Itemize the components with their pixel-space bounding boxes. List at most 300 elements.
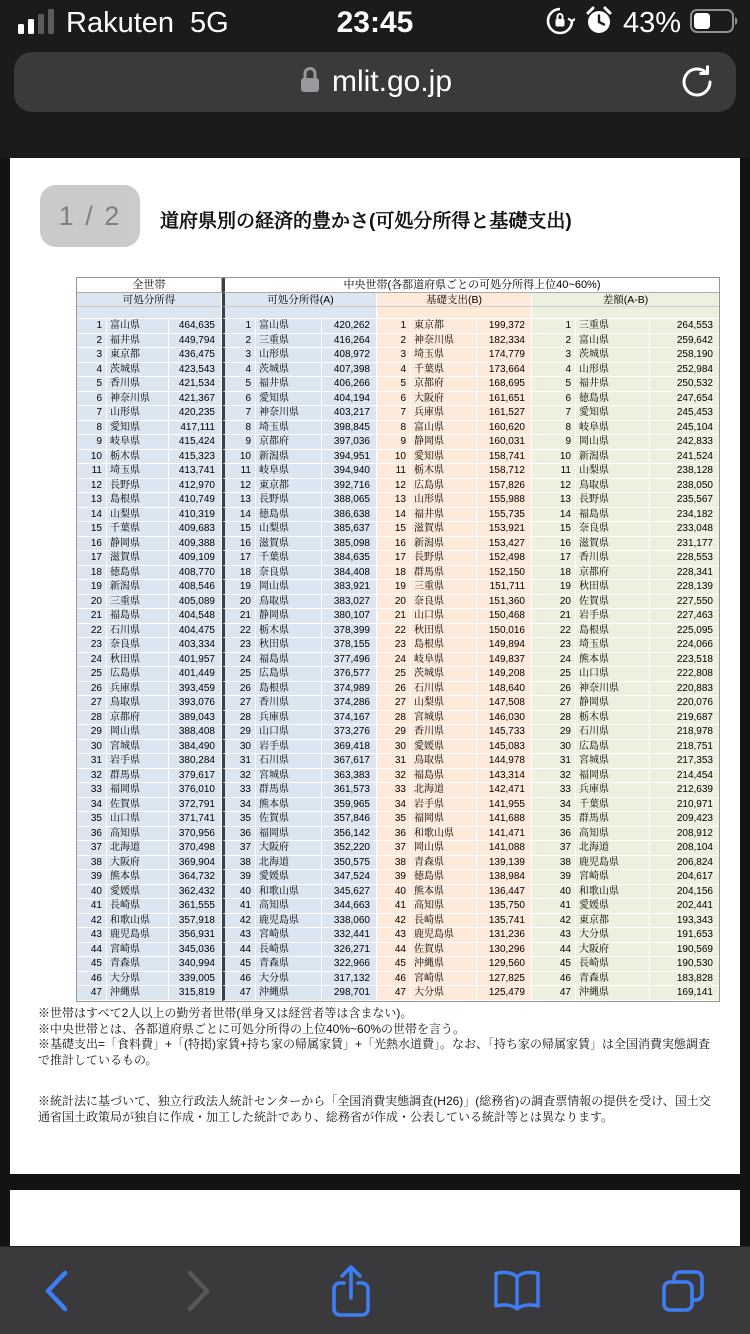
value-cell: 370,956 bbox=[169, 827, 222, 842]
table-row bbox=[77, 943, 719, 958]
prefecture-cell: 奈良県 bbox=[576, 522, 650, 537]
prefecture-cell: 沖縄県 bbox=[411, 957, 477, 972]
rank-cell: 1 bbox=[377, 319, 411, 334]
rank-cell: 23 bbox=[77, 638, 107, 653]
value-cell: 145,083 bbox=[477, 740, 532, 755]
table-row bbox=[77, 508, 719, 523]
rank-cell: 12 bbox=[532, 479, 576, 494]
value-cell: 322,966 bbox=[322, 957, 377, 972]
prefecture-cell: 宮崎県 bbox=[576, 870, 650, 885]
value-cell: 252,984 bbox=[650, 363, 719, 378]
rank-cell: 30 bbox=[377, 740, 411, 755]
rank-cell: 9 bbox=[377, 435, 411, 450]
prefecture-cell: 青森県 bbox=[107, 957, 169, 972]
value-cell: 222,808 bbox=[650, 667, 719, 682]
prefecture-cell: 埼玉県 bbox=[576, 638, 650, 653]
rank-cell: 30 bbox=[532, 740, 576, 755]
rank-cell: 20 bbox=[222, 595, 256, 610]
rank-cell: 4 bbox=[532, 363, 576, 378]
value-cell: 264,553 bbox=[650, 319, 719, 334]
prefecture-cell: 富山県 bbox=[107, 319, 169, 334]
prefecture-cell: 岐阜県 bbox=[576, 421, 650, 436]
value-cell: 374,167 bbox=[322, 711, 377, 726]
prefecture-cell: 大阪府 bbox=[107, 856, 169, 871]
prefecture-cell: 岡山県 bbox=[576, 435, 650, 450]
prefecture-cell: 静岡県 bbox=[576, 696, 650, 711]
prefecture-cell: 熊本県 bbox=[256, 798, 322, 813]
prefecture-cell: 長野県 bbox=[256, 493, 322, 508]
value-cell: 317,132 bbox=[322, 972, 377, 987]
prefecture-cell: 宮城県 bbox=[576, 754, 650, 769]
rank-cell: 29 bbox=[222, 725, 256, 740]
rank-cell: 30 bbox=[222, 740, 256, 755]
value-cell: 218,978 bbox=[650, 725, 719, 740]
rank-cell: 21 bbox=[532, 609, 576, 624]
rank-cell: 5 bbox=[77, 377, 107, 392]
rank-cell: 16 bbox=[77, 537, 107, 552]
prefecture-cell: 千葉県 bbox=[411, 363, 477, 378]
prefecture-cell: 滋賀県 bbox=[256, 537, 322, 552]
rank-cell: 8 bbox=[377, 421, 411, 436]
value-cell: 158,741 bbox=[477, 450, 532, 465]
value-cell: 423,543 bbox=[169, 363, 222, 378]
rank-cell: 16 bbox=[222, 537, 256, 552]
value-cell: 219,687 bbox=[650, 711, 719, 726]
value-cell: 397,036 bbox=[322, 435, 377, 450]
rank-cell: 32 bbox=[77, 769, 107, 784]
rank-cell: 27 bbox=[222, 696, 256, 711]
rank-cell: 24 bbox=[532, 653, 576, 668]
value-cell: 148,640 bbox=[477, 682, 532, 697]
rank-cell: 6 bbox=[532, 392, 576, 407]
prefecture-cell: 滋賀県 bbox=[411, 522, 477, 537]
table-row bbox=[77, 566, 719, 581]
prefecture-cell: 茨城県 bbox=[411, 667, 477, 682]
battery-icon bbox=[690, 9, 740, 38]
value-cell: 367,617 bbox=[322, 754, 377, 769]
value-cell: 141,688 bbox=[477, 812, 532, 827]
rank-cell: 28 bbox=[77, 711, 107, 726]
rank-cell: 26 bbox=[532, 682, 576, 697]
rank-cell: 38 bbox=[377, 856, 411, 871]
table-group-header-row bbox=[77, 278, 719, 293]
prefecture-cell: 京都府 bbox=[256, 435, 322, 450]
prefecture-cell: 山梨県 bbox=[107, 508, 169, 523]
table-row bbox=[77, 363, 719, 378]
rank-cell: 45 bbox=[222, 957, 256, 972]
value-cell: 191,653 bbox=[650, 928, 719, 943]
rank-cell: 3 bbox=[222, 348, 256, 363]
spacer-row bbox=[77, 307, 719, 319]
value-cell: 217,353 bbox=[650, 754, 719, 769]
prefecture-cell: 佐賀県 bbox=[411, 943, 477, 958]
rank-cell: 23 bbox=[532, 638, 576, 653]
prefecture-cell: 長野県 bbox=[107, 479, 169, 494]
prefecture-cell: 佐賀県 bbox=[576, 595, 650, 610]
rank-cell: 4 bbox=[377, 363, 411, 378]
prefecture-cell: 福井県 bbox=[256, 377, 322, 392]
prefecture-cell: 奈良県 bbox=[107, 638, 169, 653]
value-cell: 376,010 bbox=[169, 783, 222, 798]
prefecture-cell: 広島県 bbox=[576, 740, 650, 755]
prefecture-cell: 香川県 bbox=[256, 696, 322, 711]
prefecture-cell: 愛媛県 bbox=[411, 740, 477, 755]
value-cell: 413,741 bbox=[169, 464, 222, 479]
prefecture-cell: 京都府 bbox=[411, 377, 477, 392]
value-cell: 359,965 bbox=[322, 798, 377, 813]
value-cell: 150,016 bbox=[477, 624, 532, 639]
prefecture-cell: 群馬県 bbox=[411, 566, 477, 581]
value-cell: 233,048 bbox=[650, 522, 719, 537]
rank-cell: 40 bbox=[377, 885, 411, 900]
table-row bbox=[77, 957, 719, 972]
value-cell: 173,664 bbox=[477, 363, 532, 378]
forward-button[interactable] bbox=[185, 1268, 213, 1314]
value-cell: 415,323 bbox=[169, 450, 222, 465]
rank-cell: 6 bbox=[222, 392, 256, 407]
value-cell: 204,617 bbox=[650, 870, 719, 885]
rank-cell: 17 bbox=[377, 551, 411, 566]
value-cell: 214,454 bbox=[650, 769, 719, 784]
rank-cell: 45 bbox=[77, 957, 107, 972]
prefecture-cell: 東京都 bbox=[107, 348, 169, 363]
value-cell: 129,560 bbox=[477, 957, 532, 972]
prefecture-cell: 兵庫県 bbox=[256, 711, 322, 726]
rank-cell: 40 bbox=[532, 885, 576, 900]
address-bar[interactable] bbox=[14, 52, 736, 112]
prefecture-cell: 茨城県 bbox=[256, 363, 322, 378]
rank-cell: 28 bbox=[377, 711, 411, 726]
prefecture-cell: 福岡県 bbox=[576, 769, 650, 784]
prefecture-cell: 広島県 bbox=[411, 479, 477, 494]
table-row bbox=[77, 740, 719, 755]
rank-cell: 36 bbox=[77, 827, 107, 842]
rank-cell: 36 bbox=[377, 827, 411, 842]
pdf-page-2 bbox=[10, 1190, 740, 1246]
value-cell: 345,627 bbox=[322, 885, 377, 900]
value-cell: 361,573 bbox=[322, 783, 377, 798]
prefecture-cell: 愛知県 bbox=[576, 406, 650, 421]
prefecture-cell: 沖縄県 bbox=[576, 986, 650, 1001]
rank-cell: 1 bbox=[532, 319, 576, 334]
rank-cell: 5 bbox=[377, 377, 411, 392]
table-row bbox=[77, 798, 719, 813]
value-cell: 190,569 bbox=[650, 943, 719, 958]
value-cell: 250,532 bbox=[650, 377, 719, 392]
value-cell: 383,921 bbox=[322, 580, 377, 595]
value-cell: 212,639 bbox=[650, 783, 719, 798]
rank-cell: 44 bbox=[222, 943, 256, 958]
group-header: 中央世帯(各都道府県ごとの可処分所得上位40~60%) bbox=[222, 278, 719, 293]
value-cell: 150,468 bbox=[477, 609, 532, 624]
rank-cell: 13 bbox=[77, 493, 107, 508]
value-cell: 141,088 bbox=[477, 841, 532, 856]
rank-cell: 42 bbox=[222, 914, 256, 929]
value-cell: 436,475 bbox=[169, 348, 222, 363]
clock: 23:45 bbox=[336, 6, 414, 39]
prefecture-cell: 茨城県 bbox=[576, 348, 650, 363]
value-cell: 158,712 bbox=[477, 464, 532, 479]
table-row bbox=[77, 479, 719, 494]
tabs-icon bbox=[658, 1266, 708, 1316]
rank-cell: 37 bbox=[377, 841, 411, 856]
rank-cell: 5 bbox=[222, 377, 256, 392]
rank-cell: 2 bbox=[532, 334, 576, 349]
prefecture-cell: 福岡県 bbox=[411, 812, 477, 827]
prefecture-cell: 富山県 bbox=[411, 421, 477, 436]
prefecture-cell: 群馬県 bbox=[256, 783, 322, 798]
table-row bbox=[77, 696, 719, 711]
rank-cell: 36 bbox=[222, 827, 256, 842]
table-column-header-row bbox=[77, 293, 719, 307]
prefecture-cell: 徳島県 bbox=[107, 566, 169, 581]
rank-cell: 37 bbox=[77, 841, 107, 856]
prefecture-cell: 愛媛県 bbox=[107, 885, 169, 900]
padlock-icon bbox=[298, 64, 322, 101]
value-cell: 420,235 bbox=[169, 406, 222, 421]
rank-cell: 38 bbox=[532, 856, 576, 871]
table-row bbox=[77, 551, 719, 566]
value-cell: 384,408 bbox=[322, 566, 377, 581]
rank-cell: 16 bbox=[532, 537, 576, 552]
value-cell: 357,846 bbox=[322, 812, 377, 827]
value-cell: 356,142 bbox=[322, 827, 377, 842]
table-row bbox=[77, 725, 719, 740]
value-cell: 138,984 bbox=[477, 870, 532, 885]
table-row bbox=[77, 392, 719, 407]
prefecture-cell: 岩手県 bbox=[256, 740, 322, 755]
rank-cell: 9 bbox=[532, 435, 576, 450]
prefecture-cell: 岡山県 bbox=[107, 725, 169, 740]
tabs-button[interactable] bbox=[658, 1266, 708, 1316]
rank-cell: 27 bbox=[532, 696, 576, 711]
value-cell: 332,441 bbox=[322, 928, 377, 943]
prefecture-cell: 長崎県 bbox=[256, 943, 322, 958]
value-cell: 155,988 bbox=[477, 493, 532, 508]
rank-cell: 18 bbox=[377, 566, 411, 581]
value-cell: 228,341 bbox=[650, 566, 719, 581]
rank-cell: 4 bbox=[77, 363, 107, 378]
prefecture-cell: 東京都 bbox=[256, 479, 322, 494]
rank-cell: 12 bbox=[222, 479, 256, 494]
prefecture-cell: 秋田県 bbox=[107, 653, 169, 668]
rank-cell: 20 bbox=[377, 595, 411, 610]
prefecture-cell: 福島県 bbox=[576, 508, 650, 523]
prefecture-cell: 福島県 bbox=[107, 609, 169, 624]
value-cell: 388,065 bbox=[322, 493, 377, 508]
prefecture-cell: 新潟県 bbox=[107, 580, 169, 595]
table-row bbox=[77, 493, 719, 508]
page-number-badge: 1 / 2 bbox=[40, 185, 140, 247]
prefecture-cell: 群馬県 bbox=[107, 769, 169, 784]
rank-cell: 8 bbox=[532, 421, 576, 436]
value-cell: 388,408 bbox=[169, 725, 222, 740]
value-cell: 409,388 bbox=[169, 537, 222, 552]
column-header: 基礎支出(B) bbox=[377, 293, 532, 307]
rank-cell: 43 bbox=[377, 928, 411, 943]
prefecture-cell: 徳島県 bbox=[256, 508, 322, 523]
group-header: 全世帯 bbox=[77, 278, 222, 293]
prefecture-cell: 島根県 bbox=[256, 682, 322, 697]
rank-cell: 9 bbox=[77, 435, 107, 450]
value-cell: 139,139 bbox=[477, 856, 532, 871]
prefecture-cell: 大分県 bbox=[576, 928, 650, 943]
value-cell: 344,663 bbox=[322, 899, 377, 914]
prefecture-cell: 岐阜県 bbox=[256, 464, 322, 479]
rank-cell: 46 bbox=[377, 972, 411, 987]
value-cell: 398,845 bbox=[322, 421, 377, 436]
rank-cell: 38 bbox=[77, 856, 107, 871]
browser-toolbar bbox=[0, 1246, 750, 1334]
value-cell: 157,826 bbox=[477, 479, 532, 494]
prefecture-cell: 和歌山県 bbox=[256, 885, 322, 900]
rank-cell: 7 bbox=[532, 406, 576, 421]
prefecture-cell: 東京都 bbox=[411, 319, 477, 334]
rank-cell: 28 bbox=[532, 711, 576, 726]
prefecture-cell: 熊本県 bbox=[107, 870, 169, 885]
prefecture-cell: 岩手県 bbox=[576, 609, 650, 624]
value-cell: 372,791 bbox=[169, 798, 222, 813]
rank-cell: 15 bbox=[222, 522, 256, 537]
rank-cell: 36 bbox=[532, 827, 576, 842]
rank-cell: 46 bbox=[222, 972, 256, 987]
prefecture-cell: 茨城県 bbox=[107, 363, 169, 378]
prefecture-cell: 三重県 bbox=[411, 580, 477, 595]
value-cell: 394,951 bbox=[322, 450, 377, 465]
prefecture-cell: 奈良県 bbox=[256, 566, 322, 581]
value-cell: 352,220 bbox=[322, 841, 377, 856]
value-cell: 168,695 bbox=[477, 377, 532, 392]
column-header: 差額(A-B) bbox=[532, 293, 719, 307]
rank-cell: 21 bbox=[377, 609, 411, 624]
rank-cell: 11 bbox=[77, 464, 107, 479]
value-cell: 210,971 bbox=[650, 798, 719, 813]
bookmarks-button[interactable] bbox=[490, 1268, 544, 1314]
rank-cell: 22 bbox=[377, 624, 411, 639]
table-row bbox=[77, 899, 719, 914]
rank-cell: 11 bbox=[377, 464, 411, 479]
value-cell: 145,733 bbox=[477, 725, 532, 740]
value-cell: 369,418 bbox=[322, 740, 377, 755]
value-cell: 218,751 bbox=[650, 740, 719, 755]
value-cell: 182,334 bbox=[477, 334, 532, 349]
spacer-cell bbox=[377, 307, 532, 319]
rank-cell: 28 bbox=[222, 711, 256, 726]
value-cell: 401,957 bbox=[169, 653, 222, 668]
spacer-cell bbox=[222, 307, 377, 319]
rank-cell: 12 bbox=[77, 479, 107, 494]
value-cell: 130,296 bbox=[477, 943, 532, 958]
rank-cell: 33 bbox=[77, 783, 107, 798]
rank-cell: 41 bbox=[222, 899, 256, 914]
rank-cell: 47 bbox=[532, 986, 576, 1001]
prefecture-cell: 鹿児島県 bbox=[411, 928, 477, 943]
pdf-page-1 bbox=[10, 158, 740, 1174]
value-cell: 298,701 bbox=[322, 986, 377, 1001]
prefecture-cell: 愛知県 bbox=[411, 450, 477, 465]
orientation-lock-icon bbox=[545, 6, 575, 41]
table-row bbox=[77, 653, 719, 668]
prefecture-cell: 兵庫県 bbox=[411, 406, 477, 421]
rank-cell: 3 bbox=[77, 348, 107, 363]
rank-cell: 38 bbox=[222, 856, 256, 871]
value-cell: 160,620 bbox=[477, 421, 532, 436]
prefecture-cell: 長崎県 bbox=[107, 899, 169, 914]
rank-cell: 47 bbox=[222, 986, 256, 1001]
value-cell: 376,577 bbox=[322, 667, 377, 682]
rank-cell: 33 bbox=[532, 783, 576, 798]
reload-icon[interactable] bbox=[678, 62, 718, 102]
prefecture-cell: 三重県 bbox=[576, 319, 650, 334]
table-row bbox=[77, 885, 719, 900]
status-bar bbox=[0, 0, 750, 46]
prefecture-cell: 鹿児島県 bbox=[107, 928, 169, 943]
prefecture-cell: 高知県 bbox=[411, 899, 477, 914]
prefecture-cell: 静岡県 bbox=[256, 609, 322, 624]
value-cell: 135,750 bbox=[477, 899, 532, 914]
value-cell: 421,367 bbox=[169, 392, 222, 407]
prefecture-cell: 埼玉県 bbox=[107, 464, 169, 479]
prefecture-cell: 栃木県 bbox=[256, 624, 322, 639]
prefecture-cell: 大分県 bbox=[411, 986, 477, 1001]
prefecture-cell: 山口県 bbox=[107, 812, 169, 827]
value-cell: 394,940 bbox=[322, 464, 377, 479]
rank-cell: 18 bbox=[532, 566, 576, 581]
value-cell: 392,716 bbox=[322, 479, 377, 494]
rank-cell: 1 bbox=[222, 319, 256, 334]
rank-cell: 31 bbox=[532, 754, 576, 769]
rank-cell: 31 bbox=[377, 754, 411, 769]
table-row bbox=[77, 334, 719, 349]
prefecture-cell: 鳥取県 bbox=[576, 479, 650, 494]
value-cell: 160,031 bbox=[477, 435, 532, 450]
rank-cell: 18 bbox=[77, 566, 107, 581]
prefecture-cell: 愛媛県 bbox=[576, 899, 650, 914]
table-row bbox=[77, 667, 719, 682]
rank-cell: 40 bbox=[77, 885, 107, 900]
share-button[interactable] bbox=[327, 1262, 375, 1320]
prefecture-cell: 栃木県 bbox=[107, 450, 169, 465]
value-cell: 225,095 bbox=[650, 624, 719, 639]
prefecture-cell: 沖縄県 bbox=[107, 986, 169, 1001]
rank-cell: 39 bbox=[77, 870, 107, 885]
rank-cell: 32 bbox=[222, 769, 256, 784]
value-cell: 389,043 bbox=[169, 711, 222, 726]
rank-cell: 1 bbox=[77, 319, 107, 334]
prefecture-cell: 群馬県 bbox=[576, 812, 650, 827]
value-cell: 204,156 bbox=[650, 885, 719, 900]
rank-cell: 25 bbox=[377, 667, 411, 682]
value-cell: 377,496 bbox=[322, 653, 377, 668]
rank-cell: 22 bbox=[532, 624, 576, 639]
value-cell: 408,546 bbox=[169, 580, 222, 595]
prefecture-cell: 北海道 bbox=[107, 841, 169, 856]
prefecture-cell: 神奈川県 bbox=[107, 392, 169, 407]
value-cell: 357,918 bbox=[169, 914, 222, 929]
url-domain: mlit.go.jp bbox=[331, 65, 453, 98]
table-row bbox=[77, 841, 719, 856]
prefecture-cell: 京都府 bbox=[576, 566, 650, 581]
rank-cell: 10 bbox=[532, 450, 576, 465]
table-row bbox=[77, 348, 719, 363]
back-button[interactable] bbox=[42, 1268, 70, 1314]
rank-cell: 3 bbox=[377, 348, 411, 363]
value-cell: 143,314 bbox=[477, 769, 532, 784]
rank-cell: 44 bbox=[532, 943, 576, 958]
value-cell: 238,050 bbox=[650, 479, 719, 494]
value-cell: 149,837 bbox=[477, 653, 532, 668]
table-row bbox=[77, 377, 719, 392]
